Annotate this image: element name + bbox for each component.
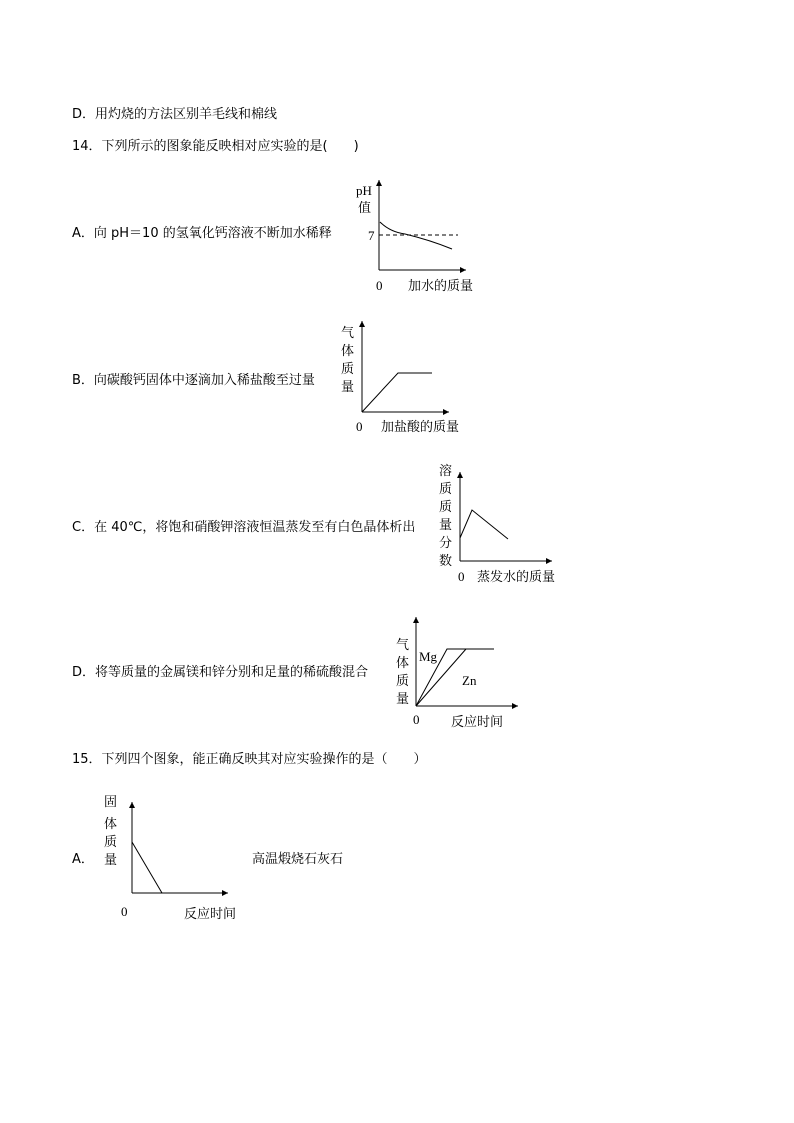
q14-option-d-graph: [394, 607, 544, 737]
y-label-char3: 质: [341, 362, 355, 377]
y-label-char2: 体: [396, 656, 410, 671]
q15-option-a-label: A．: [72, 852, 94, 867]
y-label-char1: 溶: [439, 464, 453, 479]
q14-option-a-graph: [340, 170, 490, 300]
y-label-char4: 量: [104, 853, 118, 868]
q14-option-c-graph: [432, 460, 582, 590]
zn-label: Zn: [462, 673, 477, 688]
origin-label: 0: [376, 278, 383, 293]
ref-label-7: 7: [368, 228, 375, 243]
x-label: 反应时间: [184, 907, 237, 922]
q14-option-c-text: C．在 40℃，将饱和硝酸钾溶液恒温蒸发至有白色晶体析出: [72, 520, 416, 535]
q14-stem: 14．下列所示的图象能反映相对应实验的是( ): [72, 139, 359, 154]
q15-option-a-graph: [100, 790, 250, 925]
q15-stem: 15．下列四个图象，能正确反映其对应实验操作的是（ ）: [72, 752, 427, 767]
y-label-char4: 量: [439, 518, 453, 533]
q13-option-d: D．用灼烧的方法区别羊毛线和棉线: [72, 107, 278, 122]
x-label: 反应时间: [451, 715, 504, 730]
q14-option-d-text: D．将等质量的金属镁和锌分别和足量的稀硫酸混合: [72, 665, 369, 680]
q14-option-b-text: B．向碳酸钙固体中逐滴加入稀盐酸至过量: [72, 373, 315, 388]
y-label-char5: 分: [439, 536, 453, 551]
y-label-char2: 体: [104, 817, 118, 832]
y-label-char1: 气: [341, 326, 355, 341]
origin-label: 0: [458, 569, 465, 584]
y-label-char4: 量: [341, 380, 355, 395]
y-label-char1: 气: [396, 638, 410, 653]
y-label-char3: 质: [396, 674, 410, 689]
origin-label: 0: [356, 419, 363, 434]
y-label-char3: 质: [104, 835, 118, 850]
y-label-char6: 数: [439, 554, 453, 569]
y-label-line2: 值: [358, 201, 372, 216]
x-label: 蒸发水的质量: [477, 570, 556, 585]
y-label-line1: pH: [356, 183, 372, 198]
gas-curve: [362, 373, 432, 412]
fraction-curve: [460, 510, 508, 539]
y-label-char3: 质: [439, 500, 453, 515]
mg-label: Mg: [419, 649, 438, 664]
q15-option-a-text: 高温煅烧石灰石: [252, 852, 344, 867]
x-label: 加水的质量: [408, 279, 474, 294]
y-label-char4: 量: [396, 692, 410, 707]
solid-mass-line: [132, 842, 162, 893]
q14-option-b-graph: [336, 315, 486, 445]
q14-option-a-text: A．向 pH＝10 的氢氧化钙溶液不断加水稀释: [72, 226, 332, 241]
y-label-char2: 体: [341, 344, 355, 359]
origin-label: 0: [413, 712, 420, 727]
y-label-char1: 固: [104, 795, 118, 810]
origin-label: 0: [121, 904, 128, 919]
x-label: 加盐酸的质量: [381, 420, 460, 435]
y-label-char2: 质: [439, 482, 453, 497]
